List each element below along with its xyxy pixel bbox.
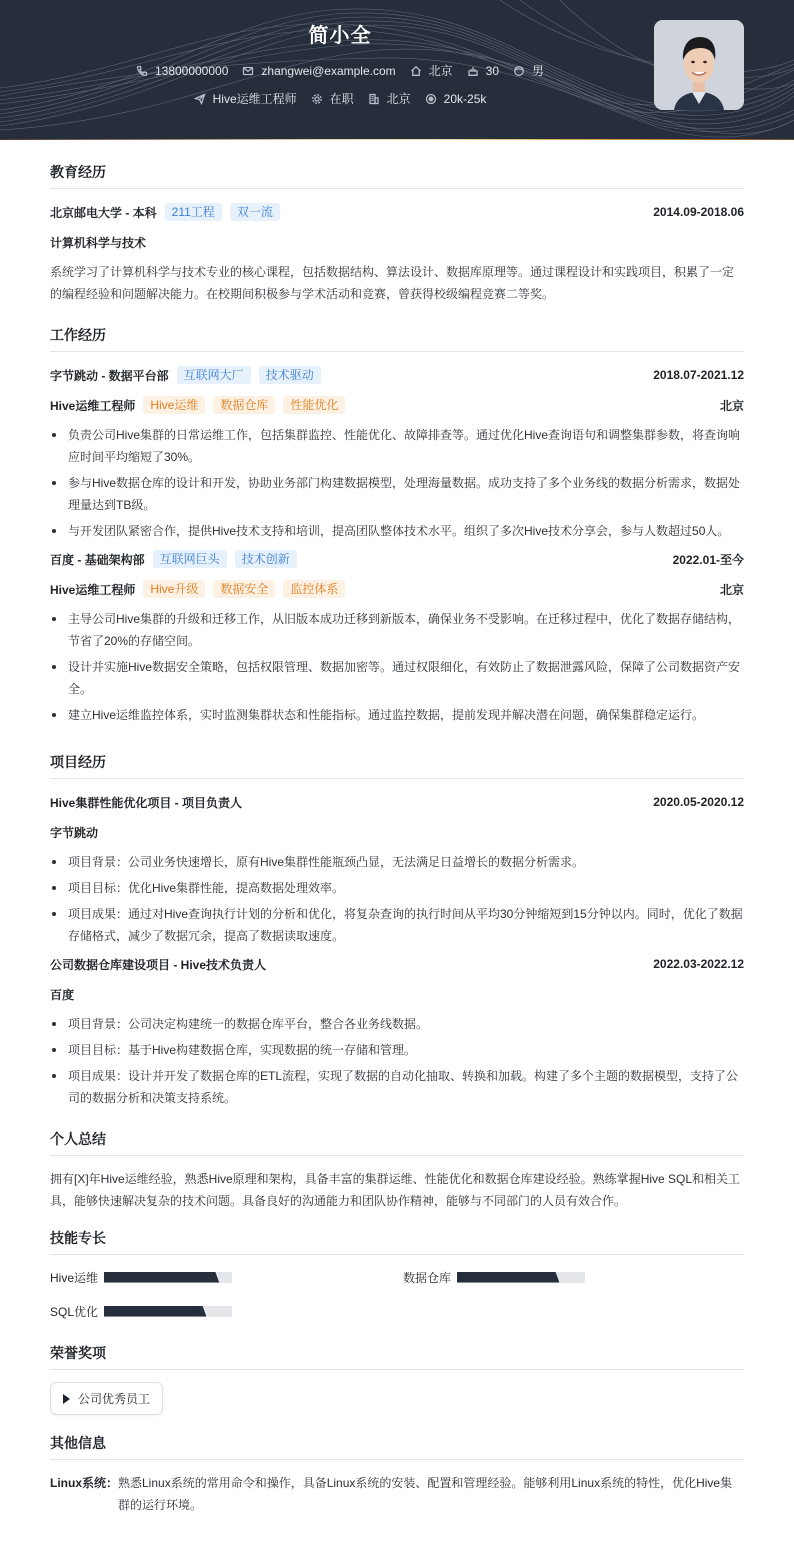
age-text: 30: [485, 63, 500, 78]
work-date: 2022.01-至今: [672, 552, 744, 567]
role-name: Hive运维工程师: [50, 582, 136, 597]
phone-icon: [136, 65, 148, 77]
role-tag: 数据安全: [213, 580, 275, 598]
list-item: 项目目标：基于Hive构建数据仓库，实现数据的统一存储和管理。: [50, 1039, 744, 1061]
list-item: 设计并实施Hive数据安全策略，包括权限管理、数据加密等。通过权限细化，有效防止了数据泄露风险，保障了公司数据资产安全。: [50, 656, 744, 700]
skill-bar-fill: [104, 1306, 206, 1317]
list-item: 建立Hive运维监控体系，实时监测集群状态和性能指标。通过监控数据，提前发现并解决潜在问题，确保集群稳定运行。: [50, 704, 744, 726]
skill-bar-fill: [457, 1272, 559, 1283]
salary-text: 20k-25k: [443, 91, 487, 106]
header-accent-stripe: [0, 139, 794, 140]
home-icon: [410, 65, 422, 77]
project-header-row: [50, 953, 744, 975]
list-item: 项目成果：通过对Hive查询执行计划的分析和优化，将复杂查询的执行时间从平均30分钟缩短到15分钟以内。同时，优化了数据存储格式，减少了数据冗余，提高了数据读取速度。: [50, 903, 744, 947]
major-row: [50, 231, 744, 253]
work-item: [50, 548, 744, 726]
role-row: [50, 394, 744, 416]
skill-item: [50, 1301, 403, 1321]
company-tag: 技术创新: [235, 550, 297, 568]
school-name: 北京邮电大学 - 本科: [50, 205, 157, 220]
role-tag: 性能优化: [283, 396, 345, 414]
gear-icon: [311, 93, 323, 105]
project-company: 字节跳动: [50, 825, 99, 840]
age-icon: [467, 65, 479, 77]
project-bullets: [50, 851, 744, 947]
person-portrait-icon: [654, 20, 744, 110]
list-item: 项目背景：公司业务快速增长，原有Hive集群性能瓶颈凸显，无法满足日益增长的数据分析需求。: [50, 851, 744, 873]
project-company-row: [50, 983, 744, 1005]
school-tag: 211工程: [165, 203, 222, 221]
work-city-text: 北京: [386, 92, 411, 106]
role-name: Hive运维工程师: [50, 398, 136, 413]
section-title: 个人总结: [50, 1129, 744, 1156]
avatar-photo: [654, 20, 744, 110]
skill-item: [50, 1267, 403, 1287]
status-item: [311, 90, 354, 107]
list-item: 项目成果：设计并开发了数据仓库的ETL流程，实现了数据的自动化抽取、转换和加载。构建了多个主题的数据模型，支持了公司的数据分析和决策支持系统。: [50, 1065, 744, 1109]
summary-section: [50, 1129, 744, 1212]
project-name: Hive集群性能优化项目 - 项目负责人: [50, 795, 243, 810]
candidate-name: 简小全: [308, 25, 372, 47]
role-tag: Hive升级: [143, 580, 205, 598]
contact-info-row: [0, 62, 680, 79]
list-item: 参与Hive数据仓库的设计和开发，协助业务部门构建数据模型，处理海量数据。成功支持了多个业务线的数据分析需求，数据处理量达到TB级。: [50, 472, 744, 516]
list-item: 项目目标：优化Hive集群性能，提高数据处理效率。: [50, 877, 744, 899]
section-title: 技能专长: [50, 1228, 744, 1255]
gender-item: [513, 62, 544, 79]
project-company: 百度: [50, 987, 75, 1002]
mail-icon: [242, 65, 254, 77]
role-tag: 数据仓库: [213, 396, 275, 414]
project-name: 公司数据仓库建设项目 - Hive技术负责人: [50, 957, 267, 972]
other-info-key: Linux系统：: [50, 1476, 118, 1490]
list-item: 负责公司Hive集群的日常运维工作，包括集群监控、性能优化、故障排查等。通过优化Hive查询语句和调整集群参数，将查询响应时间平均缩短了30%。: [50, 424, 744, 468]
other-info-value: 熟悉Linux系统的常用命令和操作，具备Linux系统的安装、配置和管理经验。能够利用Linux系统的特性，优化Hive集群的运行环境。: [118, 1476, 733, 1512]
company-row: [50, 364, 744, 386]
major-name: 计算机科学与技术: [50, 235, 147, 250]
summary-text: 拥有[X]年Hive运维经验，熟悉Hive原理和架构，具备丰富的集群运维、性能优化和数据仓库建设经验。熟练掌握Hive SQL和相关工具，能够快速解决复杂的技术问题。具备良好的沟通能力和团队协作精神，能够与不同部门的人员有效合作。: [50, 1172, 741, 1208]
role-row: [50, 578, 744, 600]
skill-label: Hive运维: [50, 1270, 99, 1285]
company-row: [50, 548, 744, 570]
other-info-row: [50, 1472, 744, 1516]
gender-text: 男: [532, 64, 545, 78]
education-date: 2014.09-2018.06: [653, 205, 744, 219]
company-tag: 互联网大厂: [177, 366, 251, 384]
school-tag: 双一流: [230, 203, 280, 221]
email-item: [242, 64, 395, 78]
company-tag: 技术驱动: [259, 366, 321, 384]
work-bullets: [50, 608, 744, 726]
work-location: 北京: [719, 582, 744, 597]
position-item: [194, 90, 297, 107]
work-city-item: [368, 90, 411, 107]
project-item: [50, 953, 744, 1109]
city-item: [410, 62, 453, 79]
skill-bar-fill: [104, 1272, 219, 1283]
list-item: 项目背景：公司决定构建统一的数据仓库平台，整合各业务线数据。: [50, 1013, 744, 1035]
skill-label: SQL优化: [50, 1304, 99, 1319]
project-header-row: [50, 791, 744, 813]
award-item: [50, 1382, 163, 1415]
salary-icon: [425, 93, 437, 105]
project-company-row: [50, 821, 744, 843]
projects-section: [50, 752, 744, 1109]
other-section: [50, 1433, 744, 1516]
building-icon: [368, 93, 380, 105]
work-date: 2018.07-2021.12: [653, 368, 744, 382]
section-title: 其他信息: [50, 1433, 744, 1460]
education-header-row: [50, 201, 744, 223]
skill-bar: [104, 1272, 232, 1283]
skill-bar: [457, 1272, 585, 1283]
triangle-right-icon: [63, 1394, 70, 1404]
role-tag: 监控体系: [283, 580, 345, 598]
phone-text: 13800000000: [154, 63, 229, 78]
award-label: 公司优秀员工: [78, 1392, 151, 1406]
work-location: 北京: [719, 398, 744, 413]
gender-icon: [513, 65, 525, 77]
section-title: 荣誉奖项: [50, 1343, 744, 1370]
project-date: 2022.03-2022.12: [653, 957, 744, 971]
email-text: zhangwei@example.com: [261, 63, 396, 78]
list-item: 主导公司Hive集群的升级和迁移工作，从旧版本成功迁移到新版本，确保业务不受影响。在迁移过程中，优化了数据存储结构，节省了20%的存储空间。: [50, 608, 744, 652]
skill-label: 数据仓库: [403, 1270, 452, 1285]
project-item: [50, 791, 744, 947]
phone-item: [136, 64, 228, 78]
city-text: 北京: [428, 64, 453, 78]
status-text: 在职: [329, 92, 354, 106]
project-date: 2020.05-2020.12: [653, 795, 744, 809]
education-description: 系统学习了计算机科学与技术专业的核心课程，包括数据结构、算法设计、数据库原理等。通过课程设计和实践项目，积累了一定的编程经验和问题解决能力。在校期间积极参与学术活动和竞赛，曾获得校级编程竞赛二等奖。: [50, 265, 735, 301]
awards-section: [50, 1343, 744, 1415]
section-title: 教育经历: [50, 162, 744, 189]
section-title: 项目经历: [50, 752, 744, 779]
work-item: [50, 364, 744, 542]
skills-section: [50, 1228, 744, 1321]
project-bullets: [50, 1013, 744, 1109]
salary-item: [425, 92, 487, 106]
company-name: 百度 - 基础架构部: [50, 552, 145, 567]
work-section: [50, 325, 744, 726]
skills-grid: [50, 1267, 744, 1321]
age-item: [467, 64, 499, 78]
work-bullets: [50, 424, 744, 542]
section-title: 工作经历: [50, 325, 744, 352]
education-section: [50, 162, 744, 305]
company-tag: 互联网巨头: [153, 550, 227, 568]
company-name: 字节跳动 - 数据平台部: [50, 368, 169, 383]
role-tag: Hive运维: [143, 396, 205, 414]
resume-body: [0, 162, 794, 1536]
skill-bar: [104, 1306, 232, 1317]
skill-item: [403, 1267, 744, 1287]
job-info-row: [0, 90, 680, 107]
list-item: 与开发团队紧密合作，提供Hive技术支持和培训，提高团队整体技术水平。组织了多次Hive技术分享会，参与人数超过50人。: [50, 520, 744, 542]
position-text: Hive运维工程师: [212, 92, 297, 106]
send-icon: [194, 93, 206, 105]
resume-header: [0, 0, 794, 140]
